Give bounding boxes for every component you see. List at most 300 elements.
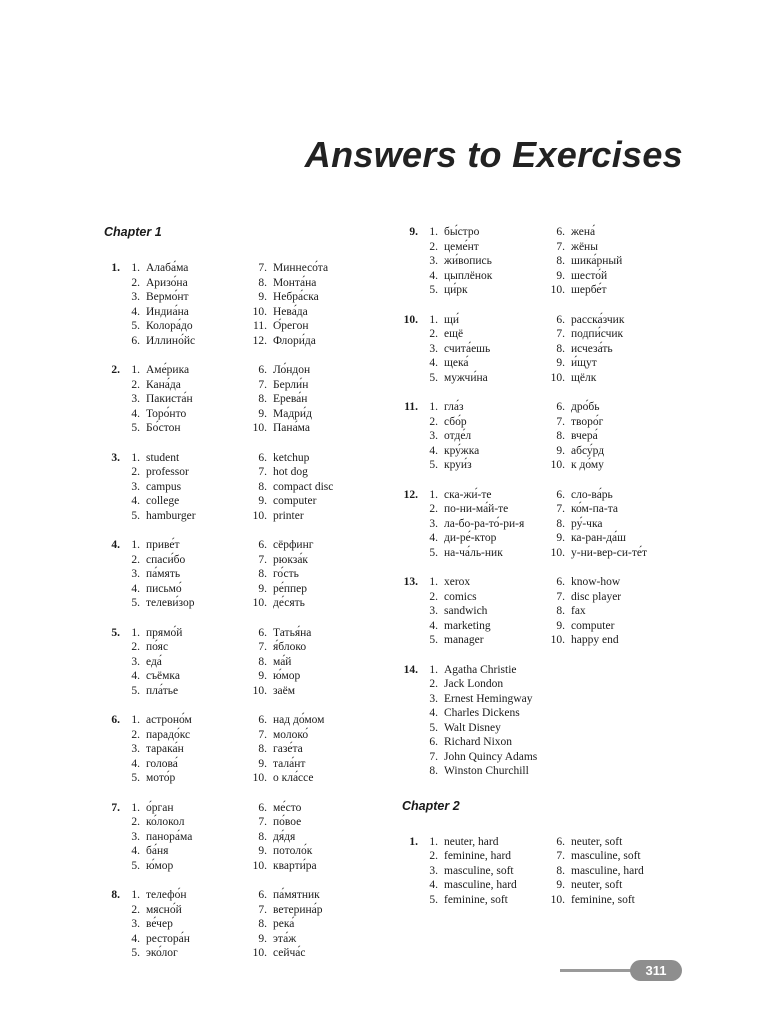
answer-number: 3. [429, 692, 438, 705]
answer-number: 9. [258, 582, 267, 595]
answer-item [124, 290, 251, 305]
answer-item [251, 903, 401, 918]
answer-column [124, 801, 251, 874]
answer-text: жёны [571, 240, 598, 253]
answer-text: neuter, soft [571, 879, 623, 891]
answer-number: 7. [258, 816, 267, 828]
answer-number: 7. [556, 503, 565, 515]
answer-item [251, 319, 401, 334]
answer-number: 3. [429, 517, 438, 530]
answer-item [124, 305, 251, 320]
answer-item [251, 669, 401, 684]
answer-number: 10. [550, 893, 565, 906]
answer-number: 3. [429, 342, 438, 355]
answer-number: 8. [258, 743, 267, 755]
answer-number: 4. [429, 269, 438, 282]
answer-text: Небра́ска [273, 291, 319, 303]
answer-item [251, 451, 401, 466]
answer-text: щи́ [444, 313, 460, 326]
answer-text: hot dog [273, 466, 308, 478]
answer-column [549, 400, 699, 473]
answer-column [422, 835, 549, 908]
answer-text: ко́м-па-та [571, 503, 618, 515]
answer-number: 10. [252, 947, 267, 959]
answer-item [549, 458, 699, 473]
answer-item [251, 888, 401, 903]
answer-item [422, 356, 549, 371]
answer-number: 1. [131, 262, 140, 274]
exercise-number: 9. [409, 226, 418, 238]
answer-item [251, 290, 401, 305]
answer-item [422, 546, 549, 561]
answer-number: 8. [556, 255, 565, 267]
answer-text: панора́ма [146, 830, 193, 843]
answer-text: campus [146, 480, 182, 493]
answer-text: и́щут [571, 357, 597, 369]
answer-number: 2. [429, 678, 438, 690]
exercise-answers [104, 261, 404, 348]
answer-number: 8. [258, 568, 267, 580]
answer-item [549, 878, 699, 893]
exercise-block [104, 261, 404, 348]
answer-column [124, 888, 251, 961]
answer-column [251, 626, 401, 699]
answer-column [251, 713, 401, 786]
answer-number: 6. [258, 364, 267, 376]
answer-number: 9. [258, 407, 267, 420]
answer-number: 7. [556, 328, 565, 340]
exercise-number: 8. [111, 889, 120, 901]
answer-number: 8. [258, 276, 267, 289]
answer-item [422, 371, 549, 386]
answer-item [549, 240, 699, 255]
answer-text: ю́мор [146, 859, 174, 872]
answer-number: 10. [252, 305, 267, 318]
answer-item [549, 619, 699, 634]
answer-item [124, 728, 251, 743]
answer-text: Индиа́на [146, 305, 189, 318]
answer-number: 7. [258, 728, 267, 741]
answer-item [549, 502, 699, 517]
answer-text: эко́лог [146, 947, 178, 959]
answer-text: по-ни-ма́й-те [444, 503, 509, 515]
answer-number: 7. [258, 466, 267, 478]
answer-number: 7. [556, 850, 565, 862]
exercise-number: 7. [111, 801, 120, 814]
answer-item [124, 844, 251, 859]
answer-text: Миннесо́та [273, 262, 329, 274]
answer-item [251, 728, 401, 743]
answer-item [422, 849, 549, 864]
answer-item [549, 546, 699, 561]
answer-number: 2. [429, 415, 438, 428]
answer-item [549, 254, 699, 269]
answer-item [549, 283, 699, 298]
answer-text: ещё [444, 328, 464, 340]
answer-number: 1. [429, 663, 438, 676]
answer-number: 11. [253, 320, 267, 332]
answer-text: ве́чер [146, 918, 173, 930]
answer-item [251, 932, 401, 947]
page-number: 311 [630, 960, 682, 981]
answer-item [124, 742, 251, 757]
answer-number: 4. [131, 305, 140, 318]
exercise-answers [104, 451, 404, 524]
exercise-block [402, 575, 702, 648]
answer-number: 6. [556, 226, 565, 238]
answer-text: masculine, hard [571, 864, 644, 877]
answer-column [549, 575, 699, 648]
answer-item [422, 400, 549, 415]
answer-item [124, 319, 251, 334]
exercise-block [402, 835, 702, 908]
answer-item [124, 363, 251, 378]
answer-number: 3. [429, 864, 438, 877]
answer-text: Татья́на [273, 626, 312, 639]
exercise-block [402, 488, 702, 561]
answer-text: эта́ж [273, 932, 297, 945]
answer-number: 6. [258, 539, 267, 551]
exercise-number: 2. [111, 364, 120, 376]
answer-text: computer [571, 619, 615, 632]
answer-text: ба́ня [146, 845, 169, 857]
answer-number: 2. [429, 503, 438, 515]
answer-text: fax [571, 605, 586, 617]
exercise-block [402, 313, 702, 386]
answer-item [124, 451, 251, 466]
answer-text: feminine, hard [444, 850, 512, 862]
answer-text: по́вое [273, 816, 302, 828]
answer-text: John Quincy Adams [444, 750, 538, 763]
answer-column [124, 713, 251, 786]
exercise-block [104, 363, 404, 436]
answer-item [124, 946, 251, 961]
answer-item [124, 582, 251, 597]
answer-number: 1. [429, 401, 438, 413]
answer-text: compact disc [273, 480, 334, 493]
answer-item [251, 917, 401, 932]
answer-text: printer [273, 509, 304, 522]
answer-number: 6. [258, 626, 267, 639]
answer-text: творо́г [571, 415, 604, 428]
answer-column [422, 575, 549, 648]
answer-text: мясно́й [146, 903, 182, 916]
answer-text: к до́му [571, 459, 604, 471]
answer-column [549, 835, 699, 908]
answer-item [549, 590, 699, 605]
exercise-number: 1. [111, 262, 120, 274]
answer-item [422, 619, 549, 634]
answer-number: 10. [550, 459, 565, 471]
answer-item [124, 626, 251, 641]
answer-text: О́регон [273, 320, 309, 332]
answer-text: professor [146, 466, 189, 478]
answer-column [251, 451, 401, 524]
answer-number: 4. [131, 407, 140, 420]
answer-item [251, 582, 401, 597]
answer-number: 10. [252, 859, 267, 872]
answer-item [251, 334, 401, 349]
answer-number: 5. [131, 422, 140, 434]
answer-number: 1. [429, 488, 438, 501]
answer-item [251, 844, 401, 859]
answer-item [549, 517, 699, 532]
answer-text: Кана́да [146, 378, 181, 391]
answer-text: мото́р [146, 772, 176, 784]
answer-text: цеме́нт [444, 240, 479, 253]
answer-item [251, 946, 401, 961]
answer-text: рюкза́к [273, 553, 309, 566]
answer-item [422, 893, 549, 908]
answer-item [251, 859, 401, 874]
answer-text: ветерина́р [273, 903, 323, 916]
answer-number: 5. [131, 947, 140, 959]
answer-number: 5. [429, 893, 438, 906]
answer-text: дро́бь [571, 401, 600, 413]
answer-text: вчера́ [571, 430, 598, 442]
answer-text: college [146, 495, 180, 507]
answer-text: исчеза́ть [571, 342, 613, 355]
answer-text: спаси́бо [146, 553, 186, 566]
answer-number: 7. [258, 641, 267, 653]
answer-text: парадо́кс [146, 728, 191, 741]
answer-text: гла́з [444, 401, 464, 413]
answer-number: 10. [252, 422, 267, 434]
answer-number: 3. [131, 291, 140, 303]
answer-item [251, 378, 401, 393]
answer-number: 6. [556, 313, 565, 326]
answer-item [124, 757, 251, 772]
answer-number: 5. [131, 597, 140, 609]
answer-column [422, 400, 549, 473]
answer-number: 3. [131, 830, 140, 843]
answer-item [251, 742, 401, 757]
answer-text: телефо́н [146, 889, 187, 901]
answer-text: на-ча́ль-ник [444, 546, 503, 559]
answer-item [251, 305, 401, 320]
answer-text: сёрфинг [273, 539, 314, 551]
answer-number: 1. [429, 835, 438, 848]
answer-text: Торо́нто [146, 407, 187, 420]
answer-item [124, 465, 251, 480]
answer-number: 3. [429, 430, 438, 442]
answer-item [124, 378, 251, 393]
answer-item [549, 893, 699, 908]
answer-column [549, 225, 699, 298]
answer-number: 4. [131, 757, 140, 770]
answer-text: ди-ре́-ктор [444, 532, 497, 544]
exercise-answers [104, 626, 404, 699]
answer-number: 4. [429, 357, 438, 369]
answer-number: 4. [131, 670, 140, 682]
answer-item [422, 342, 549, 357]
answer-item [549, 269, 699, 284]
answer-number: 12. [252, 334, 267, 347]
answer-number: 2. [131, 903, 140, 916]
answer-number: 2. [131, 466, 140, 478]
answer-text: молоко́ [273, 728, 309, 741]
answer-item [549, 864, 699, 879]
answer-text: ко́локол [146, 816, 185, 828]
answer-number: 2. [429, 328, 438, 340]
answer-item [422, 750, 549, 765]
answer-item [422, 313, 549, 328]
answer-text: у-ни-вер-си-те́т [571, 546, 648, 559]
answer-item [422, 692, 549, 707]
answer-text: Колора́до [146, 320, 193, 332]
exercise-answers [104, 363, 404, 436]
answer-item [251, 363, 401, 378]
answer-column [124, 261, 251, 348]
answer-number: 3. [131, 743, 140, 755]
exercise-answers [104, 801, 404, 874]
answer-text: бы́стро [444, 226, 480, 238]
exercise-number: 10. [403, 313, 418, 326]
answer-item [251, 465, 401, 480]
answer-item [422, 663, 549, 678]
answer-text: Бо́стон [146, 422, 181, 434]
answer-text: газе́та [273, 743, 303, 755]
answer-number: 2. [131, 378, 140, 391]
exercise-block [104, 451, 404, 524]
answer-number: 9. [556, 269, 565, 282]
answer-item [422, 735, 549, 750]
exercise-answers [402, 663, 702, 779]
answer-text: го́сть [273, 568, 299, 580]
answer-number: 5. [429, 284, 438, 296]
answer-text: дя́дя [273, 830, 296, 843]
answer-number: 8. [258, 655, 267, 668]
exercise-answers [104, 713, 404, 786]
answer-text: Флори́да [273, 334, 316, 347]
answer-text: disc player [571, 590, 622, 603]
answer-number: 4. [429, 532, 438, 544]
answer-number: 8. [556, 864, 565, 877]
answer-number: 10. [550, 634, 565, 646]
answer-item [549, 327, 699, 342]
answer-number: 7. [258, 553, 267, 566]
right-column [402, 225, 702, 922]
answer-text: Монта́на [273, 276, 317, 289]
answer-column [422, 488, 549, 561]
exercise-block [104, 538, 404, 611]
exercise-block [104, 888, 404, 961]
answer-item [549, 633, 699, 648]
answer-column [422, 663, 549, 779]
answer-item [124, 640, 251, 655]
answer-text: know-how [571, 576, 621, 588]
answer-text: заём [273, 684, 296, 697]
answer-text: круи́з [444, 459, 472, 471]
answer-number: 5. [131, 684, 140, 697]
answer-number: 5. [131, 320, 140, 332]
answer-number: 5. [429, 721, 438, 734]
answer-text: я́блоко [273, 641, 307, 653]
exercise-number: 1. [409, 835, 418, 848]
answer-item [124, 567, 251, 582]
answer-text: ме́сто [273, 801, 302, 814]
answer-number: 9. [258, 845, 267, 857]
answer-number: 7. [429, 750, 438, 763]
answer-text: Аризо́на [146, 276, 188, 289]
answer-number: 9. [258, 932, 267, 945]
answer-number: 9. [258, 670, 267, 682]
answer-text: шербе́т [571, 284, 607, 296]
answer-item [251, 830, 401, 845]
answer-number: 3. [429, 605, 438, 617]
answer-number: 6. [556, 576, 565, 588]
answer-item [549, 342, 699, 357]
answer-text: feminine, soft [571, 893, 635, 906]
answer-text: neuter, hard [444, 835, 499, 848]
answer-number: 6. [556, 488, 565, 501]
answer-item [251, 596, 401, 611]
answer-text: masculine, hard [444, 879, 517, 891]
answer-text: кру́жка [444, 444, 480, 457]
answer-number: 2. [131, 728, 140, 741]
exercise-number: 12. [403, 488, 418, 501]
answer-text: Пана́ма [273, 422, 310, 434]
answer-item [124, 830, 251, 845]
answer-number: 10. [550, 284, 565, 296]
answer-number: 1. [131, 889, 140, 901]
answer-text: о кла́ссе [273, 772, 314, 784]
answer-item [124, 655, 251, 670]
answer-item [422, 677, 549, 692]
answer-text: Walt Disney [444, 721, 501, 734]
answer-text: сло-ва́рь [571, 488, 613, 501]
answer-number: 1. [131, 626, 140, 639]
answer-item [124, 509, 251, 524]
answer-item [422, 590, 549, 605]
answer-item [124, 903, 251, 918]
answer-text: Ло́ндон [273, 364, 311, 376]
exercise-answers [402, 400, 702, 473]
answer-number: 2. [131, 276, 140, 289]
answer-item [549, 835, 699, 850]
answer-number: 7. [556, 590, 565, 603]
answer-item [124, 815, 251, 830]
answer-text: о́рган [146, 801, 174, 814]
exercise-number: 11. [404, 401, 418, 413]
answer-number: 1. [429, 313, 438, 326]
answer-text: Winston Churchill [444, 765, 529, 777]
answer-number: 4. [131, 582, 140, 595]
answer-number: 8. [556, 517, 565, 530]
answer-text: щека́ [444, 357, 469, 369]
answer-text: прямо́й [146, 626, 183, 639]
answer-item [422, 517, 549, 532]
answer-text: приве́т [146, 539, 180, 551]
answer-text: Берли́н [273, 378, 309, 391]
exercise-number: 4. [111, 539, 120, 551]
answer-number: 1. [131, 451, 140, 464]
answer-item [124, 713, 251, 728]
answer-item [251, 261, 401, 276]
answer-item [422, 283, 549, 298]
answer-text: Алаба́ма [146, 262, 189, 274]
answer-text: подпи́счик [571, 328, 624, 340]
answer-item [124, 494, 251, 509]
answer-text: ка-ран-да́ш [571, 532, 626, 544]
answer-item [251, 421, 401, 436]
answer-text: письмо́ [146, 582, 182, 595]
answer-text: голова́ [146, 757, 178, 770]
answer-item [422, 633, 549, 648]
answer-item [251, 392, 401, 407]
answer-item [549, 313, 699, 328]
answer-item [124, 334, 251, 349]
